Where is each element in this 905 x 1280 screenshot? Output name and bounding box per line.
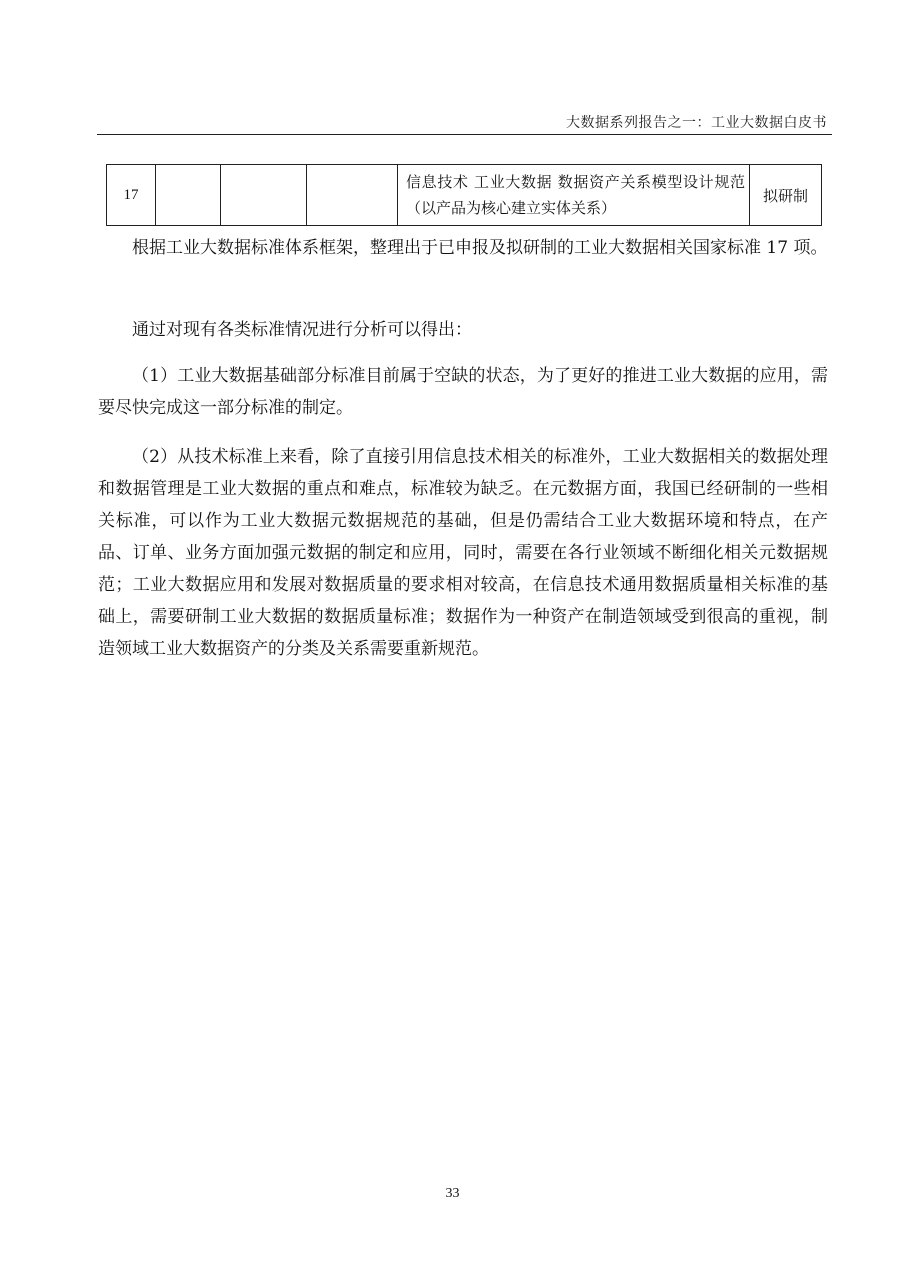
table-cell-empty — [221, 165, 307, 226]
table-cell-standard-name: 信息技术 工业大数据 数据资产关系模型设计规范（以产品为核心建立实体关系） — [398, 165, 750, 226]
body-paragraph: 通过对现有各类标准情况进行分析可以得出： — [132, 320, 472, 340]
table-cell-empty — [307, 165, 398, 226]
body-paragraph: 根据工业大数据标准体系框架，整理出于已申报及拟研制的工业大数据相关国家标准 17 项。 — [132, 238, 828, 258]
table-cell-status: 拟研制 — [750, 165, 822, 226]
standards-table — [106, 164, 822, 226]
body-paragraph: （1）工业大数据基础部分标准目前属于空缺的状态，为了更好的推进工业大数据的应用，需要尽快完成这一部分标准的制定。 — [98, 366, 828, 418]
header-divider — [97, 134, 832, 135]
page-number: 33 — [445, 1186, 460, 1201]
running-header: 大数据系列报告之一：工业大数据白皮书 — [566, 115, 827, 131]
table-cell-empty — [156, 165, 221, 226]
table-cell-number: 17 — [107, 165, 156, 226]
table-row — [107, 165, 822, 226]
body-paragraph: （2）从技术标准上来看，除了直接引用信息技术相关的标准外，工业大数据相关的数据处理和数据管理是工业大数据的重点和难点，标准较为缺乏。在元数据方面，我国已经研制的一些相关标准，可以作为工业大数据元数据规范的基础，但是仍需结合工业大数据环境和特点，在产品、订单、业务方面加强元数据的制定和应用，同时，需要在各行业领域不断细化相关元数据规范；工业大数据应用和发展对数据质量的要求相对较高，在信息技术通用数据质量相关标准的基础上，需要研制工业大数据的数据质量标准；数据作为一种资产在制造领域受到很高的重视，制造领域工业大数据资产的分类及关系需要重新规范。 — [98, 447, 828, 659]
